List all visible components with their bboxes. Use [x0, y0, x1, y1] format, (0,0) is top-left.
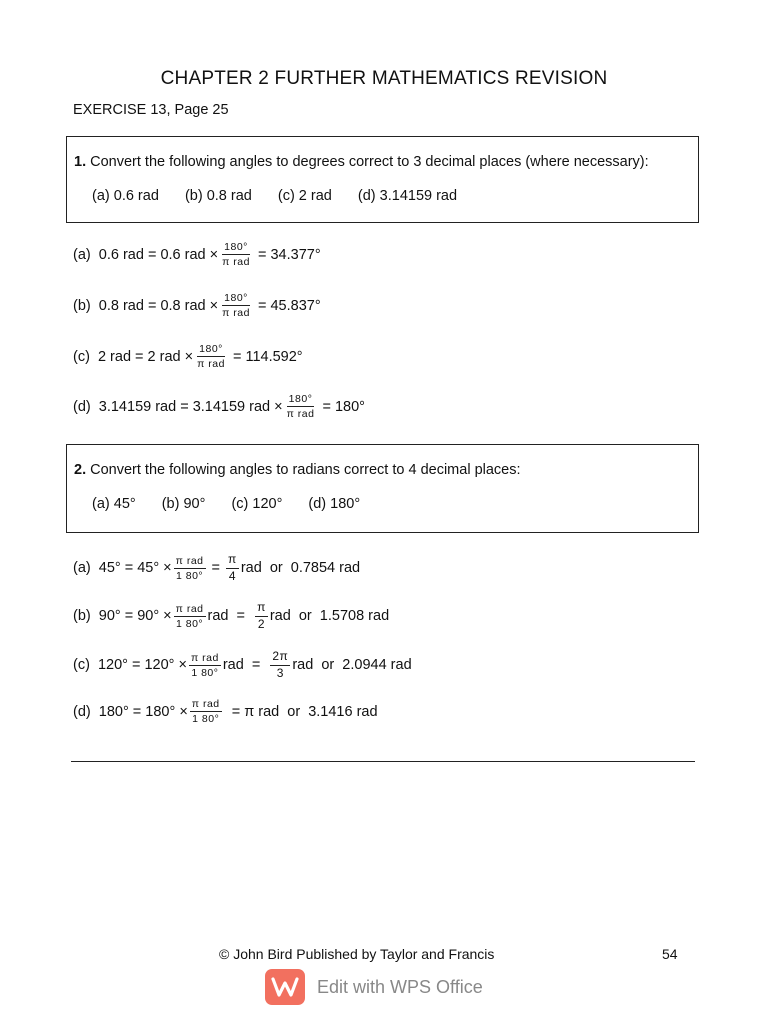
fraction-numerator: 180°	[222, 241, 250, 255]
equals: =	[207, 560, 225, 577]
result-denominator: 3	[276, 665, 284, 680]
answer-1b	[73, 292, 321, 319]
answer-2c-lhs: (c) 120° = 120° ×	[73, 657, 187, 674]
option-b: (b) 90°	[161, 496, 206, 512]
fraction	[195, 343, 227, 370]
fraction	[190, 698, 222, 725]
fraction-denominator: 1 80°	[191, 666, 219, 679]
equals: =	[228, 608, 254, 625]
option-d: (d) 180°	[308, 496, 361, 512]
question-1-options	[92, 188, 479, 204]
answer-1a-result: 34.377°	[270, 246, 321, 263]
fraction-numerator: π rad	[174, 555, 206, 569]
answer-1d	[73, 393, 365, 420]
result-numerator: π	[226, 553, 239, 569]
page-title: CHAPTER 2 FURTHER MATHEMATICS REVISION	[160, 68, 608, 89]
answer-1b-result: 45.837°	[270, 297, 321, 314]
question-2-box	[66, 444, 699, 533]
equals: =	[228, 348, 246, 365]
question-1-number: 1.	[74, 154, 87, 170]
fraction-numerator: π rad	[190, 698, 222, 712]
answer-1d-result: 180°	[334, 398, 365, 415]
fraction	[174, 603, 206, 630]
answer-1a-lhs: (a) 0.6 rad = 0.6 rad ×	[73, 246, 219, 263]
answer-2b-result: rad or 1.5708 rad	[269, 608, 390, 625]
answer-1d-lhs: (d) 3.14159 rad = 3.14159 rad ×	[73, 398, 283, 415]
equals: =	[253, 246, 271, 263]
answer-1b-lhs: (b) 0.8 rad = 0.8 rad ×	[73, 297, 219, 314]
option-c: (c) 120°	[231, 496, 283, 512]
fraction-numerator: 180°	[222, 292, 250, 306]
fraction	[285, 393, 317, 420]
fraction-denominator: π rad	[222, 307, 250, 320]
answer-2d	[73, 698, 378, 725]
answer-2a-lhs: (a) 45° = 45° ×	[73, 560, 172, 577]
question-1-line	[74, 154, 649, 170]
answer-1a	[73, 241, 321, 268]
result-fraction	[255, 601, 268, 632]
fraction-denominator: 1 80°	[176, 569, 204, 582]
question-2-line	[74, 462, 521, 478]
result-denominator: 2	[257, 616, 266, 631]
equals: =	[253, 297, 271, 314]
question-2-number: 2.	[74, 462, 87, 478]
fraction-denominator: π rad	[222, 256, 250, 269]
answer-1c-lhs: (c) 2 rad = 2 rad ×	[73, 348, 194, 365]
question-2-text: Convert the following angles to radians correct to 4 decimal places:	[90, 462, 521, 478]
fraction-denominator: 1 80°	[192, 713, 220, 726]
fraction-numerator: 180°	[197, 343, 225, 357]
option-a: (a) 0.6 rad	[92, 188, 159, 204]
fraction	[189, 652, 221, 679]
fraction-denominator: π rad	[286, 408, 315, 421]
question-2-options	[92, 496, 382, 512]
result-fraction	[270, 650, 290, 681]
unit-text: rad	[207, 608, 229, 625]
answer-1c-result: 114.592°	[245, 348, 303, 365]
option-a: (a) 45°	[92, 496, 136, 512]
section-divider	[71, 761, 695, 762]
answer-2b	[73, 601, 389, 632]
answer-2d-result: π rad or 3.1416 rad	[244, 703, 378, 720]
fraction	[174, 555, 206, 582]
fraction-numerator: π rad	[189, 652, 221, 666]
answer-2b-lhs: (b) 90° = 90° ×	[73, 608, 172, 625]
answer-2c	[73, 650, 412, 681]
answer-2d-lhs: (d) 180° = 180° ×	[73, 703, 188, 720]
fraction-numerator: 180°	[287, 393, 315, 407]
option-b: (b) 0.8 rad	[184, 188, 252, 204]
option-c: (c) 2 rad	[277, 188, 332, 204]
equals: =	[243, 657, 269, 674]
result-denominator: 4	[228, 568, 237, 583]
question-1-box	[66, 136, 699, 223]
answer-2c-result: rad or 2.0944 rad	[292, 657, 412, 674]
answer-2a	[73, 553, 360, 584]
result-numerator: 2π	[270, 650, 290, 666]
edit-with-wps-link[interactable]: Edit with WPS Office	[317, 977, 483, 997]
fraction	[220, 292, 252, 319]
option-d: (d) 3.14159 rad	[357, 188, 458, 204]
equals: =	[223, 703, 245, 720]
result-fraction	[226, 553, 239, 584]
unit-text: rad	[222, 657, 244, 674]
answer-1c	[73, 343, 303, 370]
wps-w-glyph-icon	[271, 976, 299, 998]
fraction-numerator: π rad	[174, 603, 206, 617]
copyright-footer: © John Bird Published by Taylor and Francis	[219, 946, 495, 962]
wps-logo-icon[interactable]	[265, 969, 305, 1005]
page-number: 54	[662, 946, 678, 962]
question-1-text: Convert the following angles to degrees correct to 3 decimal places (where necessary):	[90, 154, 649, 170]
equals: =	[318, 398, 335, 415]
fraction-denominator: π rad	[197, 358, 225, 371]
result-numerator: π	[255, 601, 268, 617]
fraction-denominator: 1 80°	[176, 617, 204, 630]
fraction	[220, 241, 252, 268]
answer-2a-result: rad or 0.7854 rad	[240, 560, 361, 577]
exercise-label: EXERCISE 13, Page 25	[73, 102, 229, 118]
